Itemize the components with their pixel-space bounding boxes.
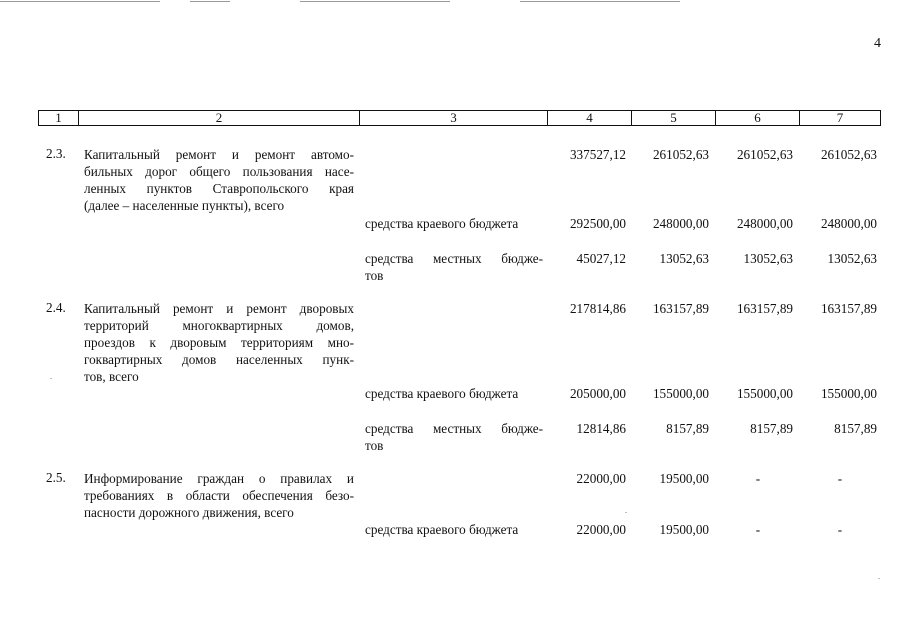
source-value-col4: 12814,86 [576, 421, 626, 436]
column-header-1: 1 [55, 110, 62, 125]
section-number: 2.4. [46, 300, 66, 315]
table-header-row [38, 110, 881, 126]
page-number: 4 [874, 36, 881, 51]
source-label [365, 420, 543, 454]
source-value-col7: 13052,63 [827, 251, 877, 266]
total-value-col6: 163157,89 [736, 301, 793, 316]
source-label [365, 521, 543, 538]
description-line: (далее – населенные пункты), всего [84, 198, 285, 213]
scan-edge-line [0, 0, 905, 3]
column-header-6: 6 [715, 111, 799, 125]
source-label [365, 250, 543, 284]
total-value-col7: 261052,63 [820, 147, 877, 162]
source-value-col6: - [755, 522, 761, 537]
total-value-col7: 163157,89 [820, 301, 877, 316]
column-header-2: 2 [78, 111, 359, 125]
column-header-7: 7 [799, 111, 880, 125]
source-value-col5: 13052,63 [659, 251, 709, 266]
section-description [84, 300, 354, 385]
source-value-col6: 13052,63 [743, 251, 793, 266]
source-label-line: средства местных бюдже- [365, 421, 543, 436]
source-value-col5: 155000,00 [652, 386, 709, 401]
column-header-4: 4 [547, 111, 631, 125]
total-value-col4: 217814,86 [569, 301, 626, 316]
description-line: Капитальный ремонт и ремонт автомо- [84, 147, 354, 162]
total-value-col4: 337527,12 [569, 147, 626, 162]
description-line: Информирование граждан о правилах и [84, 471, 354, 486]
source-value-col5: 19500,00 [659, 522, 709, 537]
source-label [365, 215, 543, 232]
scan-speck [50, 378, 52, 379]
source-label-line: тов [365, 438, 384, 453]
section-description [84, 470, 354, 521]
source-value-col4: 205000,00 [569, 386, 626, 401]
description-line: проездов к дворовым территориям мно- [84, 335, 354, 350]
source-value-col4: 45027,12 [576, 251, 626, 266]
source-value-col7: 248000,00 [820, 216, 877, 231]
scan-speck [878, 578, 880, 579]
total-value-col5: 261052,63 [652, 147, 709, 162]
source-value-col5: 248000,00 [652, 216, 709, 231]
description-line: бильных дорог общего пользования насе- [84, 164, 354, 179]
source-value-col6: 8157,89 [750, 421, 793, 436]
source-label-line: средства краевого бюджета [365, 522, 519, 537]
total-value-col6: - [755, 471, 761, 486]
section-number: 2.5. [46, 470, 66, 485]
source-value-col7: 8157,89 [834, 421, 877, 436]
description-line: гоквартирных домов населенных пунк- [84, 352, 354, 367]
source-value-col7: - [837, 522, 843, 537]
total-value-col7: - [837, 471, 843, 486]
scan-speck [625, 512, 627, 513]
source-value-col6: 155000,00 [736, 386, 793, 401]
description-line: Капитальный ремонт и ремонт дворовых [84, 301, 354, 316]
total-value-col5: 163157,89 [652, 301, 709, 316]
total-value-col5: 19500,00 [659, 471, 709, 486]
total-value-col6: 261052,63 [736, 147, 793, 162]
source-value-col4: 292500,00 [569, 216, 626, 231]
source-value-col4: 22000,00 [576, 522, 626, 537]
source-label-line: тов [365, 268, 384, 283]
source-label-line: средства местных бюдже- [365, 251, 543, 266]
column-header-5: 5 [631, 111, 715, 125]
source-label [365, 385, 543, 402]
description-line: ленных пунктов Ставропольского края [84, 181, 354, 196]
description-line: тов, всего [84, 369, 139, 384]
source-label-line: средства краевого бюджета [365, 386, 519, 401]
source-value-col5: 8157,89 [666, 421, 709, 436]
section-description [84, 146, 354, 214]
description-line: пасности дорожного движения, всего [84, 505, 294, 520]
column-header-3: 3 [359, 111, 547, 125]
source-value-col6: 248000,00 [736, 216, 793, 231]
source-label-line: средства краевого бюджета [365, 216, 519, 231]
source-value-col7: 155000,00 [820, 386, 877, 401]
description-line: требованиях в области обеспечения безо- [84, 488, 354, 503]
total-value-col4: 22000,00 [576, 471, 626, 486]
section-number: 2.3. [46, 146, 66, 161]
description-line: территорий многоквартирных домов, [84, 318, 354, 333]
